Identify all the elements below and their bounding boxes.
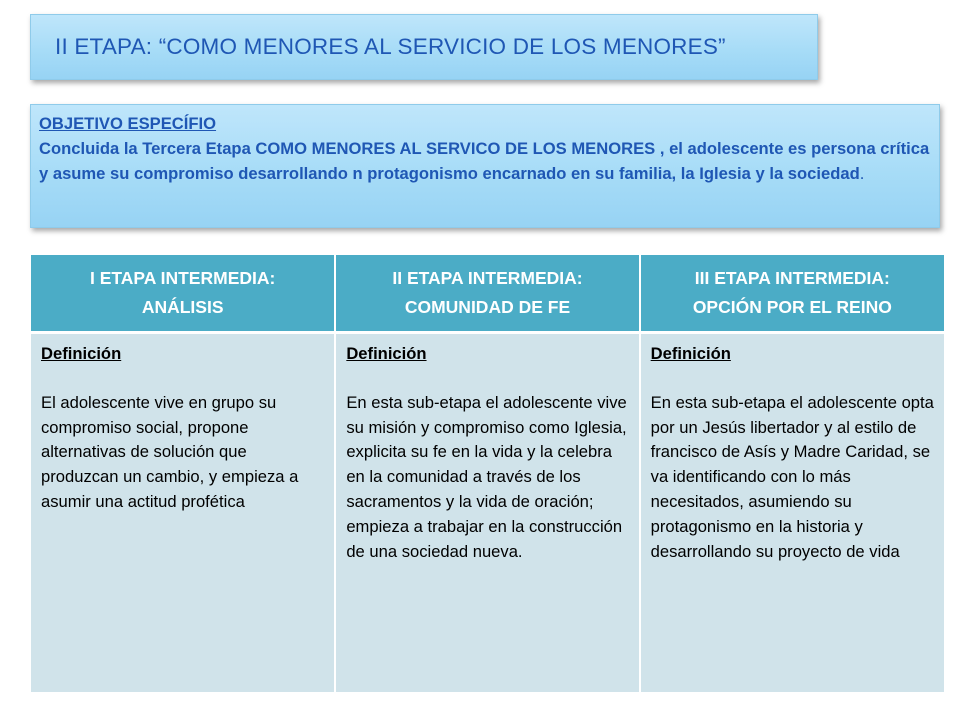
stage-cell-3 <box>640 333 944 693</box>
slide-title-box <box>30 14 818 80</box>
objective-tail: . <box>859 164 865 183</box>
definition-text: En esta sub-etapa el adolescente opta por un Jesús libertador y al estilo de francisco de Asís y Madre Caridad, se va identificando con lo más necesitados, asumiendo su protagonismo en la historia y desarrollando su proyecto de vida <box>650 392 934 561</box>
stage-header-3-line1: III ETAPA INTERMEDIA: <box>694 268 890 288</box>
definition-label: Definición <box>650 344 731 363</box>
stage-header-1-line1: I ETAPA INTERMEDIA: <box>89 268 276 288</box>
objective-text <box>39 136 931 186</box>
stage-header-2-line2: COMUNIDAD DE FE <box>404 297 571 317</box>
stages-table <box>31 255 944 692</box>
stage-header-1 <box>31 255 335 333</box>
slide-title: II ETAPA: “COMO MENORES AL SERVICIO DE LOS MENORES” <box>55 34 726 59</box>
stage-header-1-line2: ANÁLISIS <box>141 297 224 317</box>
stage-cell-2 <box>335 333 639 693</box>
stage-cell-1 <box>31 333 335 693</box>
stages-body-row <box>31 333 944 693</box>
stage-header-2-line1: II ETAPA INTERMEDIA: <box>392 268 583 288</box>
objective-heading: OBJETIVO ESPECÍFIO <box>39 114 217 133</box>
objective-box <box>30 104 940 228</box>
stage-header-3-line2: OPCIÓN POR EL REINO <box>692 297 892 317</box>
definition-text: En esta sub-etapa el adolescente vive su misión y compromiso como Iglesia, explicita su fe en la vida y la celebra en la comunidad a través de los sacramentos y la vida de oración; empieza a trabajar en la construcción de una sociedad nueva. <box>346 392 627 561</box>
stages-header-row <box>31 255 944 333</box>
definition-label: Definición <box>41 344 122 363</box>
definition-text: El adolescente vive en grupo su compromiso social, propone alternativas de solución que produzcan un cambio, y empieza a asumir una actitud profética <box>41 392 299 511</box>
stage-header-2 <box>335 255 639 333</box>
stage-header-3 <box>640 255 944 333</box>
definition-label: Definición <box>346 344 427 363</box>
objective-body: Concluida la Tercera Etapa COMO MENORES AL SERVICO DE LOS MENORES , el adolescente es persona crítica y asume su compromiso desarrollando n protagonismo encarnado en su familia, la Iglesia y la sociedad <box>39 139 930 183</box>
